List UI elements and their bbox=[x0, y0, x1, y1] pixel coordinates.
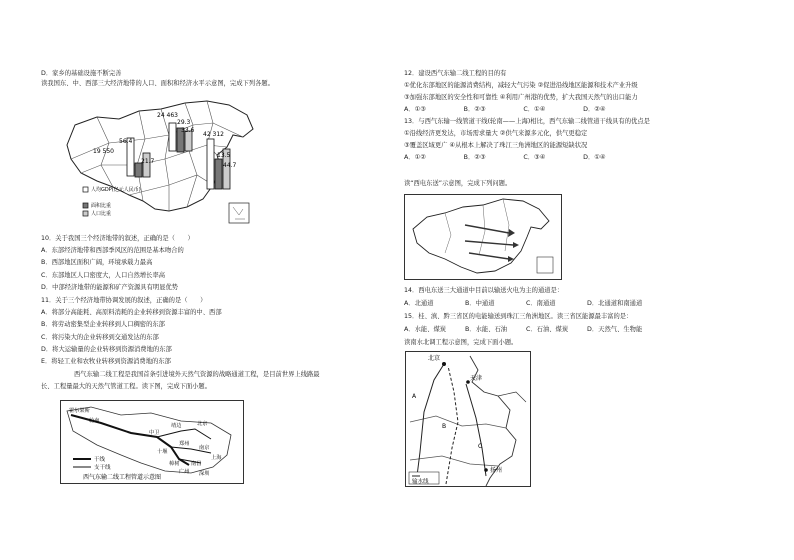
place-shiyan: 十堰 bbox=[157, 449, 168, 455]
route-c: C bbox=[478, 443, 483, 450]
water-legend: 输水线 bbox=[412, 479, 429, 485]
place-yangzhou: 扬州 bbox=[490, 467, 503, 474]
q14-stem: 14．西电东送三大通道中目前以输送火电为主的通道是： bbox=[404, 287, 564, 294]
econ-zone-figure bbox=[57, 95, 263, 226]
q13-stem: 13．与西气东输一线管道干线(轮南——上海)相比，西气东输二线管道干线具有的优点是 bbox=[404, 118, 650, 125]
q11-option-d: D．将大运输量的企业转移到资源消费地的东部 bbox=[41, 346, 172, 353]
route-b: B bbox=[442, 423, 447, 430]
q15-options: A．水能、煤炭 B．水能、石油 C．石油、煤炭 D．天然气、生物能 bbox=[404, 326, 643, 333]
place-tianjin: 天津 bbox=[470, 375, 483, 382]
place-zhongwei: 中卫 bbox=[149, 430, 160, 436]
q14-options: A．北通道 B．中通道 C．南通道 D．北通道和南通道 bbox=[404, 300, 643, 307]
pipeline-intro-2: 长、工程量最大的天然气管道工程。读下图，完成下面小题。 bbox=[41, 383, 212, 390]
q10-option-a: A．东部经济地带和西部季风区的范围是基本吻合的 bbox=[41, 247, 184, 254]
central-area-label: 56.4 bbox=[119, 138, 133, 145]
q13-items-2: ③覆盖区域更广 ④从根本上解决了珠江三角洲地区的能源短缺状况 bbox=[404, 142, 588, 149]
q11-option-a: A．将部分高能耗、高原料消耗的企业转移到资源丰富的中、西部 bbox=[41, 309, 222, 316]
west-gdp-label: 42 312 bbox=[203, 131, 224, 138]
q10-option-d: D．中部经济地带的能源和矿产资源具有明显优势 bbox=[41, 284, 179, 291]
central-gdp-label: 19 550 bbox=[93, 148, 114, 155]
option-d-prev: D．家乡的基础设施不断完善 bbox=[41, 70, 122, 77]
q11-option-e: E．将轻工业和农牧业转移到资源消费地的东部 bbox=[41, 358, 171, 365]
place-beijing: 北京 bbox=[197, 421, 208, 427]
place-nanchang: 南昌 bbox=[191, 461, 202, 467]
water-diversion-map bbox=[405, 351, 531, 487]
pipeline-intro-1: 西气东输二线工程是我国首条引进境外天然气资源的战略通道工程，是目前世界上线路最 bbox=[74, 371, 320, 378]
power-transmission-map bbox=[404, 194, 562, 280]
q11-option-c: C．将污染大的企业转移到交通发达的东部 bbox=[41, 334, 159, 341]
central-pop-label: 21.7 bbox=[141, 158, 155, 165]
route-a: A bbox=[412, 393, 417, 400]
q12-stem: 12．建设西气东输二线工程的目的有 bbox=[404, 70, 507, 77]
legend-branch: 支干线 bbox=[94, 465, 111, 471]
west-pop-label: 44.7 bbox=[223, 162, 237, 169]
place-beijing: 北京 bbox=[428, 355, 441, 362]
q12-options: A．①③ B．②③ C．①④ D．②④ bbox=[404, 106, 606, 113]
place-nanjing: 南京 bbox=[199, 445, 210, 451]
legend-gdp: 人均GDP(亿元人民币) bbox=[91, 187, 141, 193]
place-lunnan: 轮南 bbox=[89, 418, 100, 424]
q10-stem: 10．关于我国三个经济地带的叙述，正确的是（ ） bbox=[41, 235, 194, 242]
q12-items-2: ③加强东部地区的安全性和可靠性 ④利用广州港的优势，扩大我国天然气的出口能力 bbox=[404, 94, 638, 101]
instruction-water: 读南水北调工程示意图，完成下面小题。 bbox=[404, 339, 518, 346]
legend-area: 面积比重 bbox=[91, 203, 112, 209]
place-guangzhou: 广州 bbox=[179, 469, 190, 475]
q13-options: A．①② B．②③ C．③④ D．①④ bbox=[404, 154, 606, 161]
q12-items-1: ①优化东部地区的能源消费结构，减轻大气污染 ②促进沿线地区能源和技术产业升级 bbox=[404, 82, 638, 89]
place-zhengzhou: 郑州 bbox=[179, 441, 190, 447]
q11-option-b: B．将劳动密集型企业转移到人口稠密的东部 bbox=[41, 321, 165, 328]
east-pop-label: 33.6 bbox=[181, 127, 195, 134]
place-shenzhen: 深圳 bbox=[199, 471, 210, 477]
q11-stem: 11．关于三个经济地带协调发展的叙述，正确的是（ ） bbox=[41, 297, 207, 304]
q10-option-b: B．西部地区面积广阔，环境承载力最高 bbox=[41, 259, 153, 266]
east-area-label: 29.3 bbox=[177, 119, 191, 126]
q15-stem: 15．桂、滇、黔三省区的电能输送到珠江三角洲地区。读三省区能源最丰富的是： bbox=[404, 313, 633, 320]
west-area-label: 13.5 bbox=[217, 152, 231, 159]
q10-option-c: C．东部地区人口密度大，人口自然增长率高 bbox=[41, 272, 166, 279]
place-jingbian: 靖边 bbox=[171, 423, 182, 429]
place-horgos: 霍尔果斯 bbox=[69, 408, 90, 414]
place-zhangshu: 樟树 bbox=[169, 461, 180, 467]
legend-trunk: 干线 bbox=[94, 457, 106, 463]
q13-items-1: ①沿线经济更发达，市场需求量大 ②供气来源多元化，供气更稳定 bbox=[404, 130, 588, 137]
legend-pop: 人口比重 bbox=[91, 211, 112, 217]
place-shanghai: 上海 bbox=[211, 455, 222, 461]
pipeline-map-figure bbox=[60, 400, 244, 484]
pipeline-map-caption: 西气东输二线工程管道示意图 bbox=[83, 474, 162, 481]
instruction-power: 读“西电东送”示意图，完成下列问题。 bbox=[404, 180, 512, 187]
instruction-econ: 读我国东、中、西部三大经济地带的人口、面积和经济水平示意图，完成下列各题。 bbox=[41, 80, 274, 87]
east-gdp-label: 24 463 bbox=[157, 112, 178, 119]
